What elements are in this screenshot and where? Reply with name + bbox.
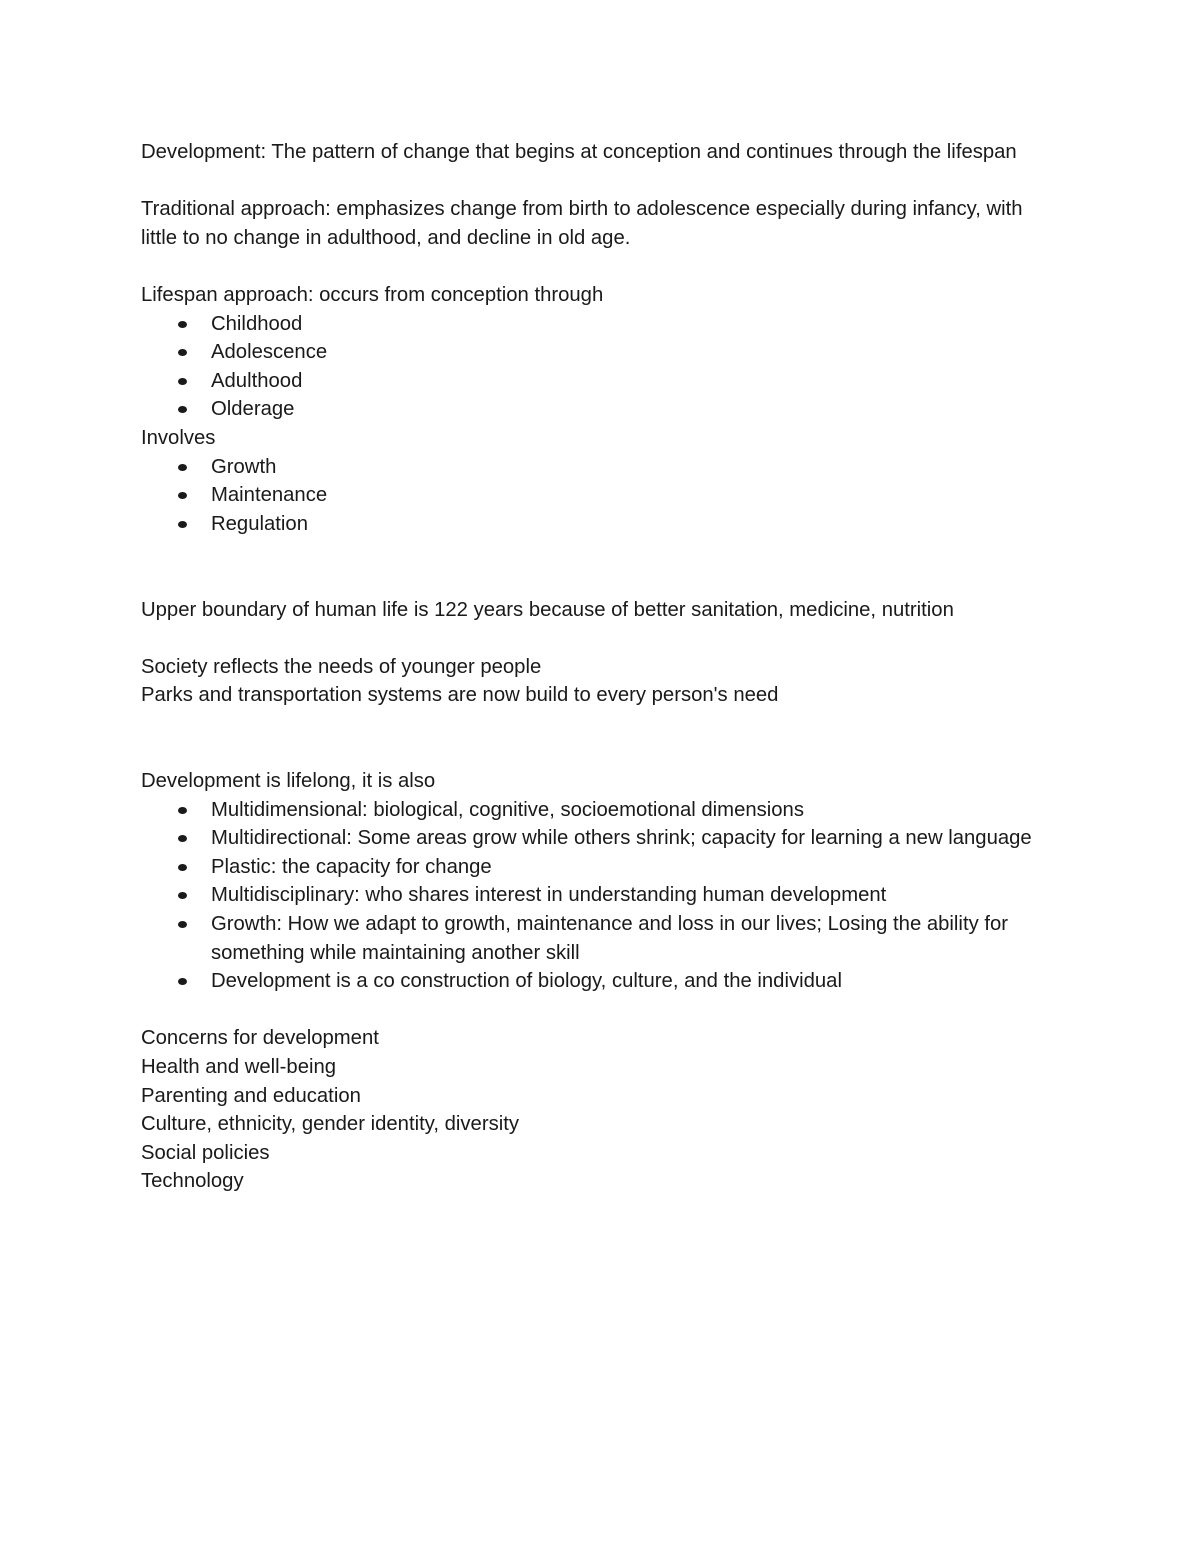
involves-list bbox=[141, 453, 1051, 539]
list-item: Adulthood bbox=[211, 367, 1051, 396]
society-text: Society reflects the needs of younger people bbox=[141, 655, 542, 678]
concern-item: Technology bbox=[141, 1170, 244, 1193]
involves-intro: Involves bbox=[141, 426, 216, 449]
concern-item: Health and well-being bbox=[141, 1056, 337, 1078]
list-item: Development is a co construction of biology, culture, and the individual bbox=[211, 967, 1051, 996]
list-item: Regulation bbox=[211, 510, 1051, 539]
lifelong-list bbox=[141, 796, 1051, 996]
spacer bbox=[141, 624, 1051, 653]
concern-item: Culture, ethnicity, gender identity, diversity bbox=[141, 1113, 520, 1136]
concern-item: Social policies bbox=[141, 1141, 270, 1164]
list-item: Childhood bbox=[211, 310, 1051, 339]
list-item: Multidirectional: Some areas grow while others shrink; capacity for learning a new language bbox=[211, 824, 1051, 853]
traditional-approach: Traditional approach: emphasizes change from birth to adolescence especially during infancy, with little to no change in adulthood, and decline in old age. bbox=[141, 198, 1023, 249]
document-page bbox=[141, 138, 1051, 1196]
list-item: Olderage bbox=[211, 395, 1051, 424]
lifespan-stages-list bbox=[141, 310, 1051, 424]
list-item: Adolescence bbox=[211, 338, 1051, 367]
spacer bbox=[141, 710, 1051, 767]
list-item: Maintenance bbox=[211, 481, 1051, 510]
spacer bbox=[141, 538, 1051, 595]
development-definition: Development: The pattern of change that begins at conception and continues through the lifespan bbox=[141, 141, 1017, 163]
parks-text: Parks and transportation systems are now build to every person's need bbox=[141, 684, 779, 707]
list-item: Plastic: the capacity for change bbox=[211, 853, 1051, 882]
spacer bbox=[141, 167, 1051, 196]
spacer bbox=[141, 252, 1051, 281]
spacer bbox=[141, 996, 1051, 1025]
lifespan-approach-intro: Lifespan approach: occurs from conception through bbox=[141, 283, 604, 306]
concerns-heading: Concerns for development bbox=[141, 1027, 379, 1050]
upper-boundary-text: Upper boundary of human life is 122 years because of better sanitation, medicine, nutrition bbox=[141, 598, 954, 621]
list-item: Growth: How we adapt to growth, maintenance and loss in our lives; Losing the ability for something while maintaining another skill bbox=[211, 910, 1051, 967]
list-item: Multidimensional: biological, cognitive, socioemotional dimensions bbox=[211, 796, 1051, 825]
lifelong-intro: Development is lifelong, it is also bbox=[141, 770, 436, 793]
list-item: Multidisciplinary: who shares interest in understanding human development bbox=[211, 881, 1051, 910]
concern-item: Parenting and education bbox=[141, 1084, 361, 1107]
list-item: Growth bbox=[211, 453, 1051, 482]
